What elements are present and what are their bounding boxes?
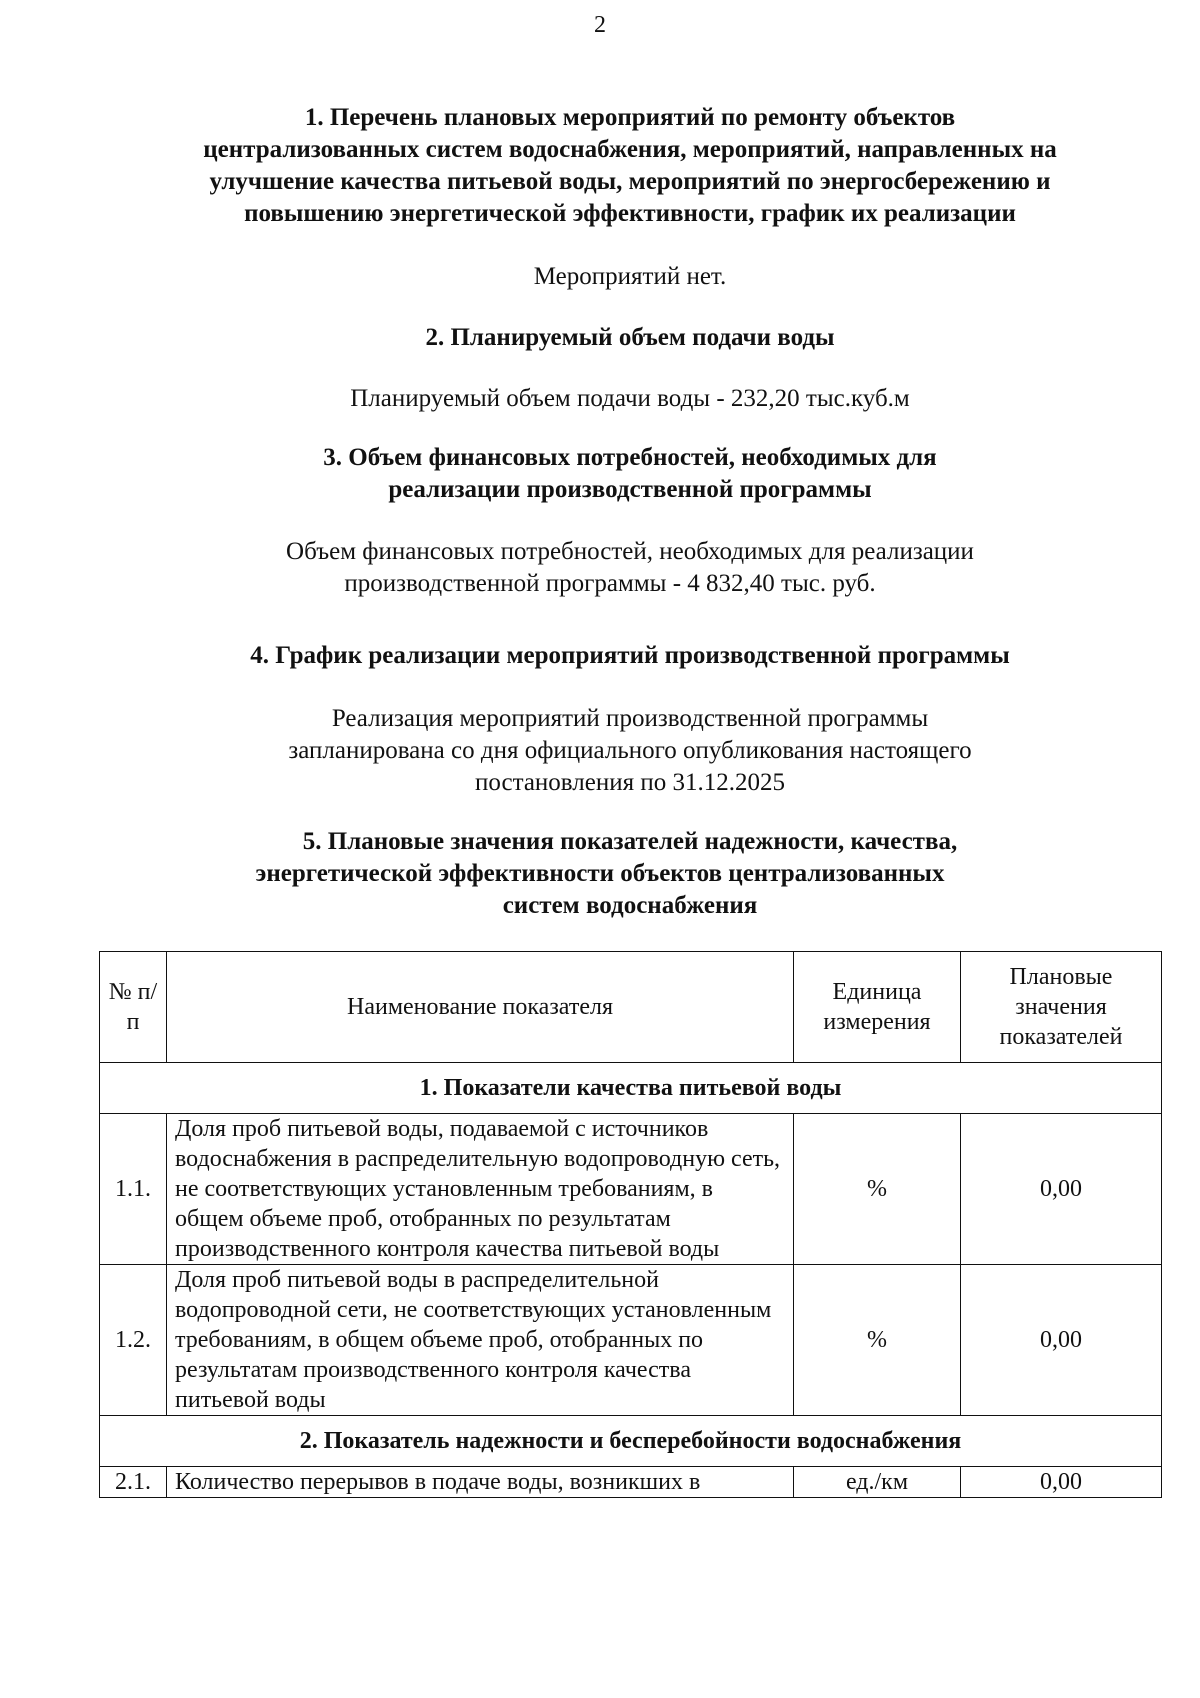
section-1-title-line: 1. Перечень плановых мероприятий по ремонту объектов — [304, 104, 956, 131]
section-3-body-line: Объем финансовых потребностей, необходимых для реализации — [286, 538, 974, 565]
header-name: Наименование показателя — [167, 952, 794, 1063]
row-unit: % — [794, 1114, 961, 1265]
section-2-title-text: 2. Планируемый объем подачи воды — [425, 324, 835, 351]
section-1-title-line: централизованных систем водоснабжения, мероприятий, направленных на — [203, 136, 1057, 163]
section-4-title-text: 4. График реализации мероприятий производственной программы — [250, 642, 1010, 669]
table-group-row — [100, 1063, 1162, 1114]
section-1-title — [60, 102, 1200, 230]
row-num: 1.2. — [100, 1265, 167, 1416]
section-5-title-line: 5. Плановые значения показателей надежности, качества, — [302, 828, 958, 855]
header-unit: Единица измерения — [794, 952, 961, 1063]
section-2-body-text: Планируемый объем подачи воды - 232,20 тыс.куб.м — [350, 385, 910, 412]
group-1-title: 1. Показатели качества питьевой воды — [100, 1063, 1162, 1114]
header-value: Плановые значения показателей — [961, 952, 1162, 1063]
header-num: № п/п — [100, 952, 167, 1063]
section-4-body-line: постановления по 31.12.2025 — [475, 769, 785, 796]
row-value: 0,00 — [961, 1467, 1162, 1498]
table-row — [100, 1467, 1162, 1498]
page-number: 2 — [594, 12, 606, 38]
row-value: 0,00 — [961, 1114, 1162, 1265]
row-name: Доля проб питьевой воды, подаваемой с источников водоснабжения в распределительную водопроводную сеть, не соответствующих установленным требованиям, в общем объеме проб, отобранных по результатам производственного контроля качества питьевой воды — [167, 1114, 794, 1265]
row-name: Количество перерывов в подаче воды, возникших в — [167, 1467, 794, 1498]
section-2-title — [60, 322, 1200, 354]
section-4-body-line: запланирована со дня официального опубликования настоящего — [288, 737, 972, 764]
indicators-table — [99, 951, 1162, 1498]
table-row — [100, 1265, 1162, 1416]
section-4-title — [60, 640, 1200, 672]
section-3-title-line: 3. Объем финансовых потребностей, необходимых для — [323, 444, 937, 471]
section-3-title-line: реализации производственной программы — [388, 476, 872, 503]
section-3-title — [60, 442, 1200, 506]
row-value: 0,00 — [961, 1265, 1162, 1416]
table-header-row — [100, 952, 1162, 1063]
section-3-body — [60, 536, 1200, 600]
table-row — [100, 1114, 1162, 1265]
section-1-title-line: улучшение качества питьевой воды, мероприятий по энергосбережению и — [209, 168, 1051, 195]
row-num: 2.1. — [100, 1467, 167, 1498]
section-5-title — [60, 826, 1200, 922]
row-unit: % — [794, 1265, 961, 1416]
row-num: 1.1. — [100, 1114, 167, 1265]
row-name: Доля проб питьевой воды в распределительной водопроводной сети, не соответствующих установленным требованиям, в общем объеме проб, отобранных по результатам производственного контроля качества питьевой воды — [167, 1265, 794, 1416]
section-1-body-text: Мероприятий нет. — [533, 263, 727, 290]
section-5-title-line: систем водоснабжения — [502, 892, 758, 919]
section-4-body-line: Реализация мероприятий производственной программы — [331, 705, 929, 732]
section-2-body — [60, 383, 1200, 415]
section-3-body-line: производственной программы - 4 832,40 тыс. руб. — [344, 570, 876, 597]
section-5-title-line: энергетической эффективности объектов централизованных — [255, 860, 945, 887]
section-1-title-line: повышению энергетической эффективности, график их реализации — [244, 200, 1016, 227]
section-1-body — [60, 261, 1200, 293]
group-2-title: 2. Показатель надежности и бесперебойности водоснабжения — [100, 1416, 1162, 1467]
section-4-body — [60, 703, 1200, 799]
table-group-row — [100, 1416, 1162, 1467]
row-unit: ед./км — [794, 1467, 961, 1498]
